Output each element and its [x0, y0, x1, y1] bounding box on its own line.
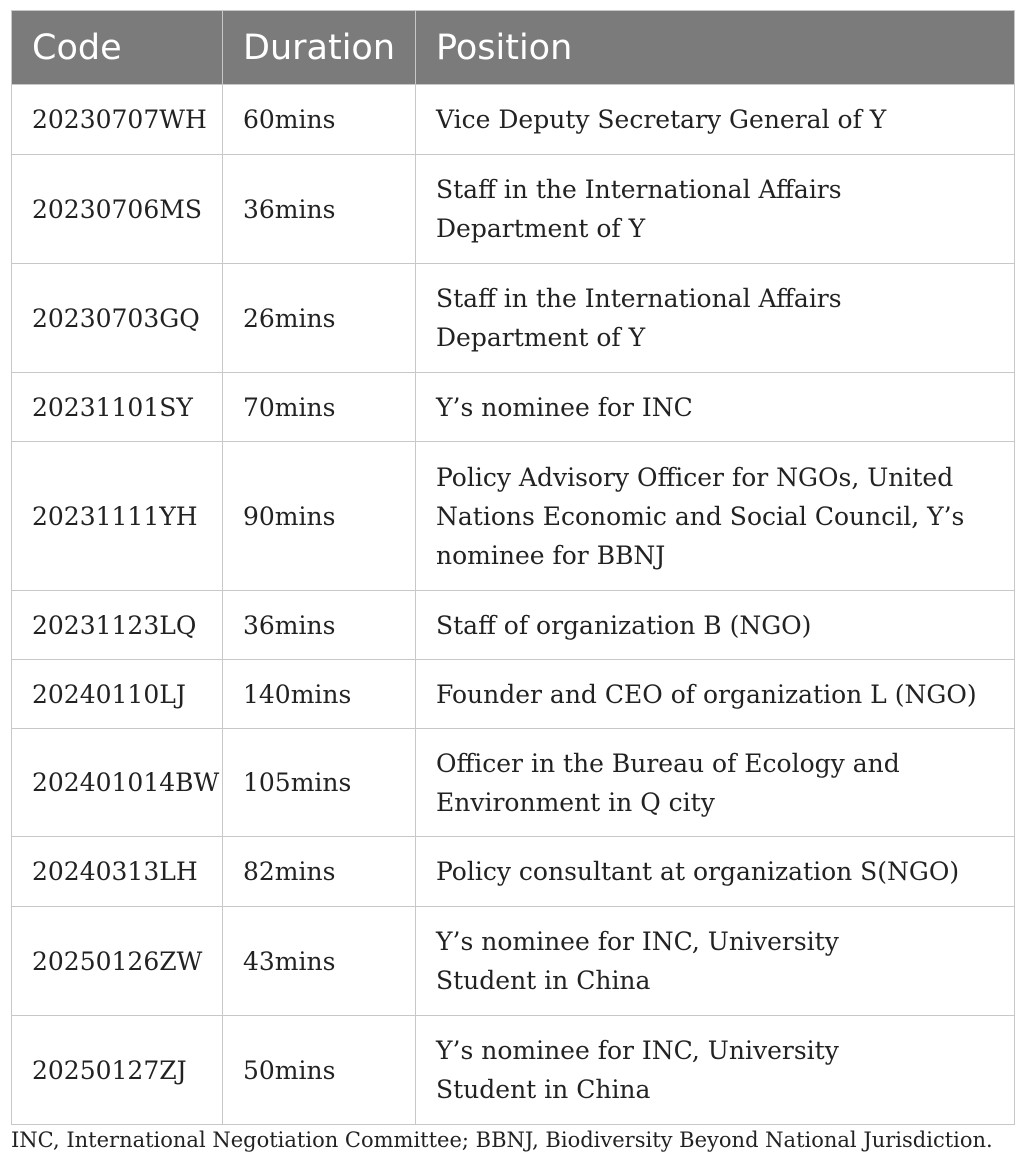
duration-cell: 140mins [223, 660, 416, 729]
position-cell: Y’s nominee for INC, University Student in China [416, 1016, 1015, 1125]
interview-table [11, 10, 1015, 1125]
table-row [12, 907, 1015, 1016]
code-cell: 20230703GQ [12, 264, 223, 373]
position-cell: Y’s nominee for INC [416, 373, 1015, 442]
position-cell: Staff in the International Affairs Department of Y [416, 155, 1015, 264]
header-duration: Duration [223, 11, 416, 85]
code-cell: 20240110LJ [12, 660, 223, 729]
table-row [12, 729, 1015, 837]
table-row [12, 591, 1015, 660]
duration-cell: 50mins [223, 1016, 416, 1125]
table-row [12, 837, 1015, 907]
position-cell: Staff in the International Affairs Department of Y [416, 264, 1015, 373]
duration-cell: 105mins [223, 729, 416, 837]
table-row [12, 660, 1015, 729]
duration-cell: 70mins [223, 373, 416, 442]
duration-cell: 90mins [223, 442, 416, 591]
table-row [12, 373, 1015, 442]
position-cell: Vice Deputy Secretary General of Y [416, 85, 1015, 155]
code-cell: 20231111YH [12, 442, 223, 591]
code-cell: 20250127ZJ [12, 1016, 223, 1125]
position-cell: Staff of organization B (NGO) [416, 591, 1015, 660]
table-header-row [12, 11, 1015, 85]
duration-cell: 43mins [223, 907, 416, 1016]
header-code: Code [12, 11, 223, 85]
duration-cell: 36mins [223, 591, 416, 660]
table-row [12, 442, 1015, 591]
code-cell: 20240313LH [12, 837, 223, 907]
position-cell: Y’s nominee for INC, University Student in China [416, 907, 1015, 1016]
interview-table-container [11, 10, 1014, 1125]
code-cell: 20230706MS [12, 155, 223, 264]
table-footnote: INC, International Negotiation Committee; BBNJ, Biodiversity Beyond National Jurisdiction. [11, 1128, 993, 1152]
header-position: Position [416, 11, 1015, 85]
position-cell: Officer in the Bureau of Ecology and Environment in Q city [416, 729, 1015, 837]
table-row [12, 264, 1015, 373]
code-cell: 20250126ZW [12, 907, 223, 1016]
duration-cell: 60mins [223, 85, 416, 155]
table-row [12, 1016, 1015, 1125]
duration-cell: 82mins [223, 837, 416, 907]
duration-cell: 26mins [223, 264, 416, 373]
duration-cell: 36mins [223, 155, 416, 264]
code-cell: 20231123LQ [12, 591, 223, 660]
position-cell: Policy Advisory Officer for NGOs, United Nations Economic and Social Council, Y’s nominee for BBNJ [416, 442, 1015, 591]
code-cell: 20230707WH [12, 85, 223, 155]
table-row [12, 85, 1015, 155]
position-cell: Founder and CEO of organization L (NGO) [416, 660, 1015, 729]
table-row [12, 155, 1015, 264]
code-cell: 202401014BW [12, 729, 223, 837]
position-cell: Policy consultant at organization S(NGO) [416, 837, 1015, 907]
code-cell: 20231101SY [12, 373, 223, 442]
